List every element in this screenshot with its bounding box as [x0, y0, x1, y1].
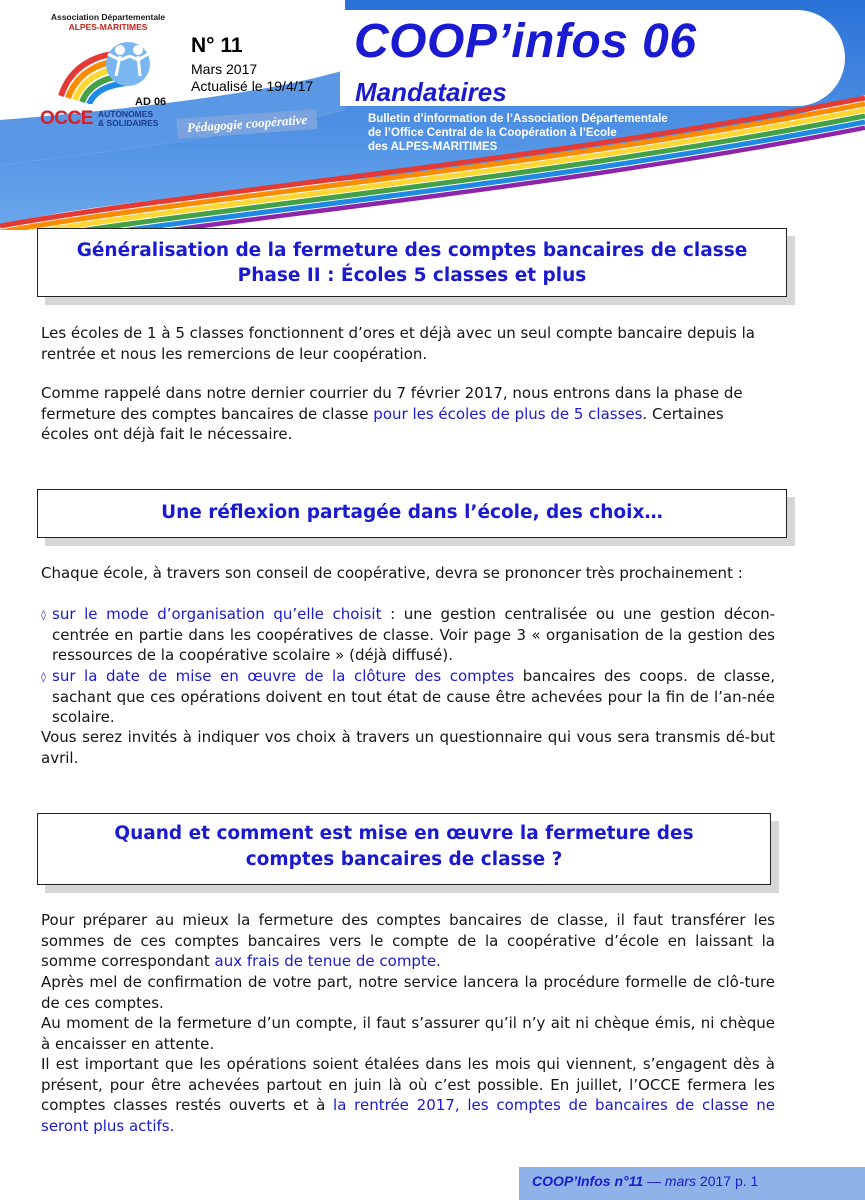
rainbow-children-icon: [56, 34, 166, 104]
section3-heading-line2: comptes bancaires de classe ?: [245, 849, 563, 870]
section2-heading-box: [37, 489, 787, 538]
section3-paragraph4: Il est important que les opérations soient étalées dans les mois qui viennent, s’engagent dès à présent, pour être achevées partout en juin là où c’est possible. En juillet, l’OCCE fermera les comptes classes restés ouverts et à la rentrée 2017, les comptes de bancaires de classe ne seront plus actifs.: [41, 1055, 775, 1135]
section3-heading-line1: Quand et comment est mise en œuvre la fermeture des: [114, 823, 694, 844]
logo-tagline: AUTONOMES & SOLIDAIRES: [98, 109, 159, 128]
section3-paragraph1: Pour préparer au mieux la fermeture des comptes bancaires de classe, il faut transférer les sommes de ces comptes bancaires vers le compte de la coopérative d’école en laissant la somme correspondant aux frais de tenue de compte.: [41, 911, 775, 971]
issue-date: Mars 2017: [191, 61, 258, 77]
occe-logo: [38, 12, 178, 137]
logo-occe: OCCE: [40, 108, 93, 129]
newsletter-subtitle: Mandataires: [355, 77, 507, 107]
bullet1-marker: ◊: [41, 610, 46, 621]
section1-paragraph2: Comme rappelé dans notre dernier courrier du 7 février 2017, nous entrons dans la phase de fermeture des comptes bancaires de classe pour les écoles de plus de 5 classes. Certaines écoles ont déjà fait le nécessaire.: [41, 384, 743, 444]
bulletin-description: Bulletin d’information de l’Association Départementale de l’Office Central de la Coopération à l’Ecole des ALPES-MARITIMES: [368, 113, 668, 153]
logo-assoc-text: Association Départementale ALPES-MARITIMES: [50, 12, 166, 32]
section1-heading-line2: Phase II : Écoles 5 classes et plus: [237, 265, 587, 286]
section2-intro: Chaque école, à travers son conseil de coopérative, devra se prononcer très prochainement :: [41, 564, 743, 582]
section2-closing: Vous serez invités à indiquer vos choix à travers un questionnaire qui vous sera transmis dé-but avril.: [41, 728, 775, 767]
footer-text: COOP’Infos n°11 — mars 2017 p. 1: [532, 1173, 759, 1189]
newsletter-title: COOP’infos 06: [354, 15, 697, 68]
issue-updated: Actualisé le 19/4/17: [191, 78, 314, 94]
section1-heading-box: [37, 228, 787, 297]
section2-heading: Une réflexion partagée dans l’école, des choix…: [161, 502, 663, 523]
section1-paragraph1: Les écoles de 1 à 5 classes fonctionnent d’ores et déjà avec un seul compte bancaire depuis la rentrée et nous les remercions de leur coopération.: [41, 324, 755, 363]
pedagogie-tag: Pédagogie coopérative: [176, 109, 317, 139]
logo-ad06: AD 06: [135, 96, 167, 108]
section3-paragraph3: Au moment de la fermeture d’un compte, il faut s’assurer qu’il n’y ait ni chèque émis, ni chèque à encaisser en attente.: [41, 1014, 775, 1053]
bullet1-text: sur le mode d’organisation qu’elle choisit : une gestion centralisée ou une gestion décon-centrée en partie dans les coopératives de classe. Voir page 3 « organisation de la gestion des ressources de la coopérative scolaire » (déjà diffusé).: [52, 605, 775, 665]
issue-number: N° 11: [191, 34, 243, 57]
bullet2-marker: ◊: [41, 672, 46, 683]
section3-heading-box: [37, 813, 771, 885]
section3-paragraph2: Après mel de confirmation de votre part, notre service lancera la procédure formelle de clô-ture de ces comptes.: [41, 973, 775, 1012]
section1-heading-line1: Généralisation de la fermeture des comptes bancaires de classe: [76, 240, 748, 261]
bullet2-text: sur la date de mise en œuvre de la clôture des comptes bancaires des coops. de classe, sachant que ces opérations doivent en tout état de cause être achevées pour la fin de l’an-née scolaire.: [52, 667, 775, 727]
